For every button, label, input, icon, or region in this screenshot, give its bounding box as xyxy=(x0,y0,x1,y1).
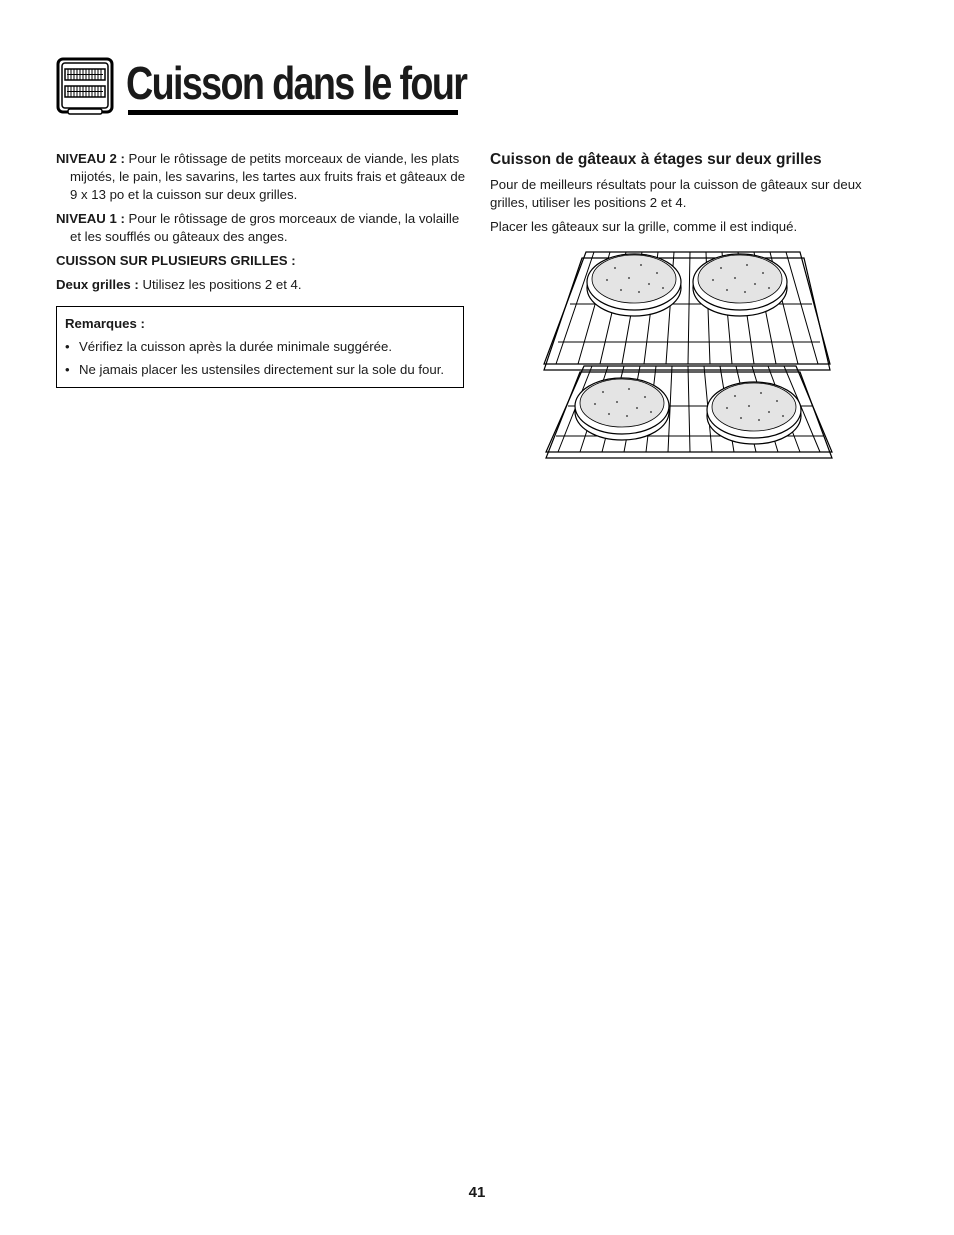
note-item: • Vérifiez la cuisson après la durée minimale suggérée. xyxy=(65,338,454,356)
right-column xyxy=(490,150,890,242)
placement-paragraph: Placer les gâteaux sur la grille, comme il est indiqué. xyxy=(490,219,798,234)
niveau-1-label: NIVEAU 1 : xyxy=(56,211,125,226)
oven-racks-with-cakes-illustration xyxy=(540,246,836,464)
niveau-2-paragraph xyxy=(56,150,466,204)
two-racks-label: Deux grilles : xyxy=(56,277,139,292)
multi-rack-heading xyxy=(56,252,466,270)
notes-box xyxy=(56,306,464,388)
section-heading: Cuisson de gâteaux à étages sur deux grilles xyxy=(490,151,822,168)
upper-rack xyxy=(544,252,830,370)
cake-upper-left xyxy=(587,254,681,316)
left-column xyxy=(56,150,466,300)
niveau-2-text: Pour le rôtissage de petits morceaux de viande, les plats mijotés, le pain, les savarins, les tartes aux fruits frais et gâteaux de 9 x 13 po et la cuisson sur deux grilles. xyxy=(70,151,466,202)
page-title: Cuisson dans le four xyxy=(126,57,467,109)
page-header xyxy=(56,54,467,120)
cake-lower-left xyxy=(575,378,669,440)
oven-icon xyxy=(56,56,114,116)
note-item: • Ne jamais placer les ustensiles directement sur la sole du four. xyxy=(65,361,454,379)
cake-upper-right xyxy=(693,254,787,316)
niveau-1-text: Pour le rôtissage de gros morceaux de viande, la volaille et les soufflés ou gâteaux des anges. xyxy=(70,211,460,244)
page-number: 41 xyxy=(468,1184,486,1201)
instruction-paragraph: Pour de meilleurs résultats pour la cuisson de gâteaux sur deux grilles, utiliser les positions 2 et 4. xyxy=(490,177,862,210)
notes-title: Remarques : xyxy=(65,316,145,331)
two-racks-text: Utilisez les positions 2 et 4. xyxy=(138,277,302,292)
cake-lower-right xyxy=(707,382,801,444)
niveau-1-paragraph xyxy=(56,210,466,246)
title-underline xyxy=(128,110,458,115)
two-racks-paragraph xyxy=(56,276,466,294)
multi-rack-heading-text: CUISSON SUR PLUSIEURS GRILLES : xyxy=(56,253,296,268)
niveau-2-label: NIVEAU 2 : xyxy=(56,151,125,166)
